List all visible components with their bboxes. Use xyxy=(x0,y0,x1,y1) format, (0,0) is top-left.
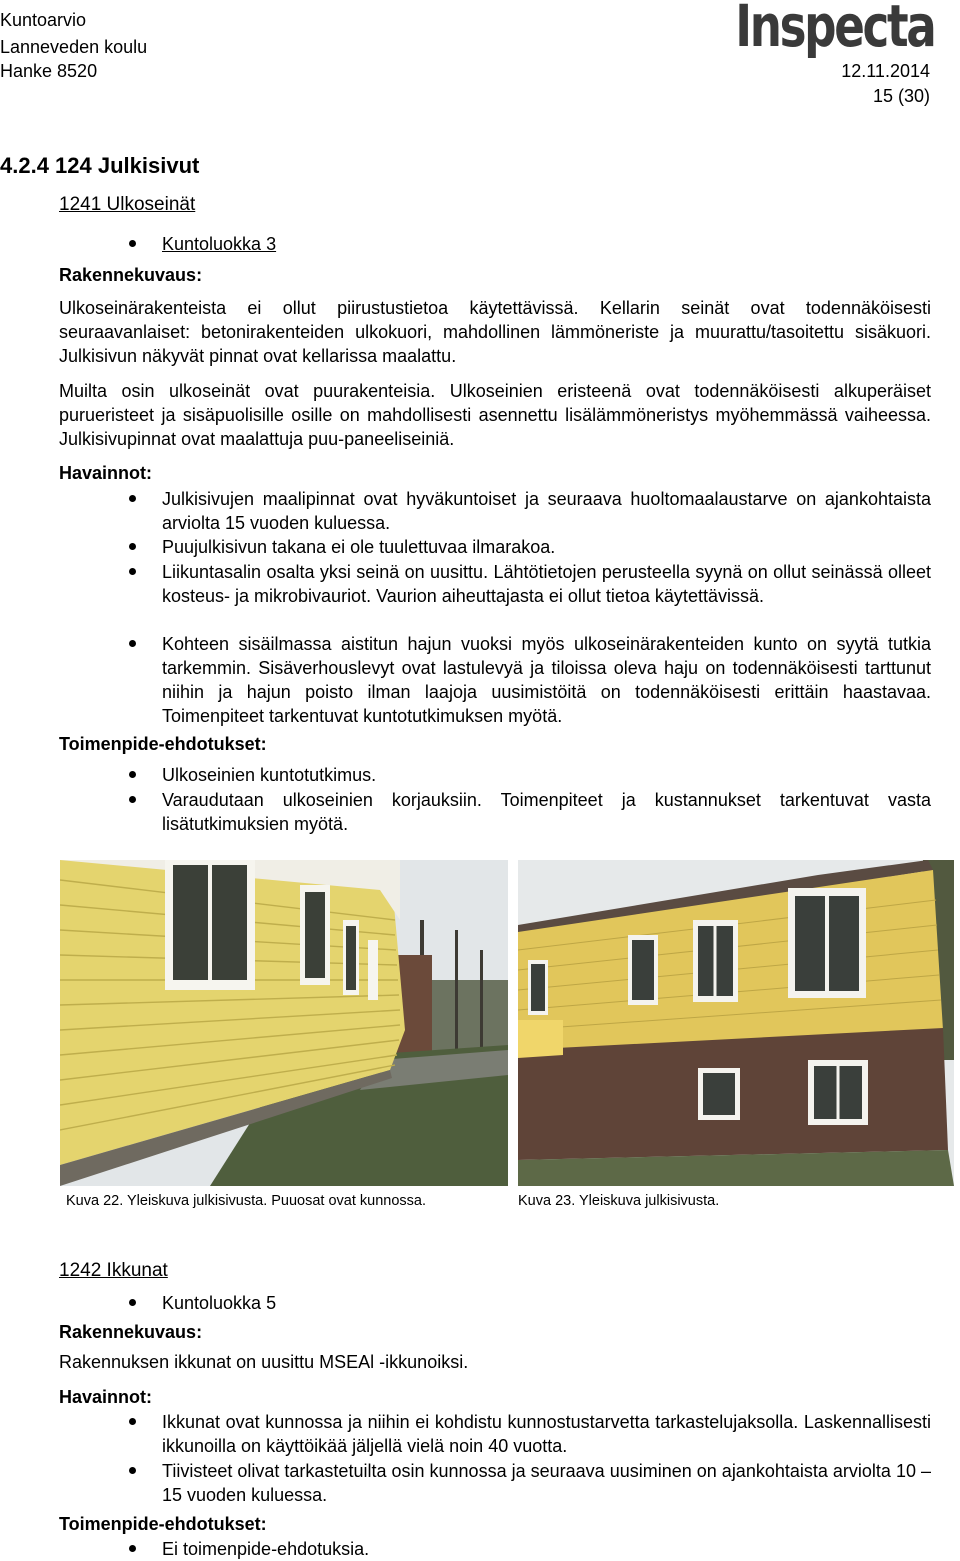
walls-action: Ulkoseinien kuntotutkimus. xyxy=(162,765,377,785)
bullet-icon xyxy=(129,240,136,247)
section-heading: 4.2.4 124 Julkisivut xyxy=(0,153,200,178)
photo-caption-1: Kuva 22. Yleiskuva julkisivusta. Puuosat ovat kunnossa. xyxy=(66,1193,427,1209)
walls-condition: Kuntoluokka 3 xyxy=(162,234,277,254)
walls-action: Varaudutaan ulkoseinien korjauksiin. Toimenpiteet ja kustannukset tarkentuvat vasta lisätutkimuksien myötä. xyxy=(162,790,931,834)
bullet-icon xyxy=(129,1418,136,1425)
windows-heading: 1242 Ikkunat xyxy=(59,1260,168,1281)
walls-obs-label: Havainnot: xyxy=(59,463,153,483)
windows-action: Ei toimenpide-ehdotuksia. xyxy=(162,1539,370,1559)
bullet-icon xyxy=(129,640,136,647)
walls-desc-p2: Muilta osin ulkoseinät ovat puurakenteisia. Ulkoseinien eristeenä ovat todennäköisesti alkuperäiset purueristeet ja sisäpuolisille osille on mahdollisesti asennettu lisälämmöneristys myöhemmässä vaiheessa. Julkisivupinnat ovat maalattuja puu-paneeliseiniä. xyxy=(59,381,931,449)
bullet-icon xyxy=(129,1467,136,1474)
school-name: Lanneveden koulu xyxy=(0,37,148,57)
windows-condition: Kuntoluokka 5 xyxy=(162,1293,277,1313)
windows-actions-label: Toimenpide-ehdotukset: xyxy=(59,1514,267,1534)
windows-observation: Ikkunat ovat kunnossa ja niihin ei kohdistu kunnostustarvetta tarkastelujaksolla. Laskennallisesti ikkunoilla on käyttöikää jäljellä vielä noin 40 vuotta. xyxy=(162,1412,931,1456)
inspecta-logo: Inspecta xyxy=(734,0,934,60)
photo-caption-2: Kuva 23. Yleiskuva julkisivusta. xyxy=(518,1193,720,1209)
walls-observation: Julkisivujen maalipinnat ovat hyväkuntoiset ja seuraava huoltomaalaustarve on ajankohtaista arviolta 15 vuoden kuluessa. xyxy=(162,489,931,533)
bullet-icon xyxy=(129,568,136,575)
bullet-icon xyxy=(129,1545,136,1552)
facade-photo-1 xyxy=(60,860,508,1186)
walls-observation: Kohteen sisäilmassa aistitun hajun vuoksi myös ulkoseinärakenteiden kunto on syytä tutkia tarkemmin. Sisäverhouslevyt ovat lastulevyä ja tiloissa oleva haju on todennäköisesti tarttunut niihin ja hajun poisto ilman laajoja uusimistöitä on todennäköisesti erittäin haastavaa. Toimenpiteet tarkentuvat kuntotutkimuksen myötä. xyxy=(162,634,931,726)
windows-desc: Rakennuksen ikkunat on uusittu MSEAl -ikkunoiksi. xyxy=(59,1352,469,1372)
walls-observation: Liikuntasalin osalta yksi seinä on uusittu. Lähtötietojen perusteella syynä on ollut seinässä olleet kosteus- ja mikrobivauriot. Vaurion aiheuttajasta ei ollut tietoa käytettävissä. xyxy=(162,562,931,606)
windows-observation: Tiivisteet olivat tarkastetuilta osin kunnossa ja seuraava uusiminen on ajankohtaista arviolta 10 – 15 vuoden kuluessa. xyxy=(162,1461,931,1505)
walls-desc-label: Rakennekuvaus: xyxy=(59,265,203,285)
doc-date: 12.11.2014 xyxy=(841,61,930,81)
facade-photo-2 xyxy=(518,860,954,1186)
bullet-icon xyxy=(129,495,136,502)
walls-observation: Puujulkisivun takana ei ole tuulettuvaa ilmarakoa. xyxy=(162,537,556,557)
walls-heading: 1241 Ulkoseinät xyxy=(59,194,196,215)
bullet-icon xyxy=(129,771,136,778)
project-number: Hanke 8520 xyxy=(0,61,98,81)
doc-title: Kuntoarvio xyxy=(0,10,87,30)
walls-actions-label: Toimenpide-ehdotukset: xyxy=(59,734,267,754)
windows-obs-label: Havainnot: xyxy=(59,1387,153,1407)
windows-desc-label: Rakennekuvaus: xyxy=(59,1322,203,1342)
walls-desc-p1: Ulkoseinärakenteista ei ollut piirustustietoa käytettävissä. Kellarin seinät ovat todennäköisesti seuraavanlaiset: betonirakenteiden ulkokuori, mahdollinen lämmöneriste ja muurattu/tasoitettu sisäkuori. Julkisivun näkyvät pinnat ovat kellarissa maalattu. xyxy=(59,298,931,366)
bullet-icon xyxy=(129,543,136,550)
bullet-icon xyxy=(129,1299,136,1306)
page-number: 15 (30) xyxy=(872,86,930,106)
bullet-icon xyxy=(129,796,136,803)
